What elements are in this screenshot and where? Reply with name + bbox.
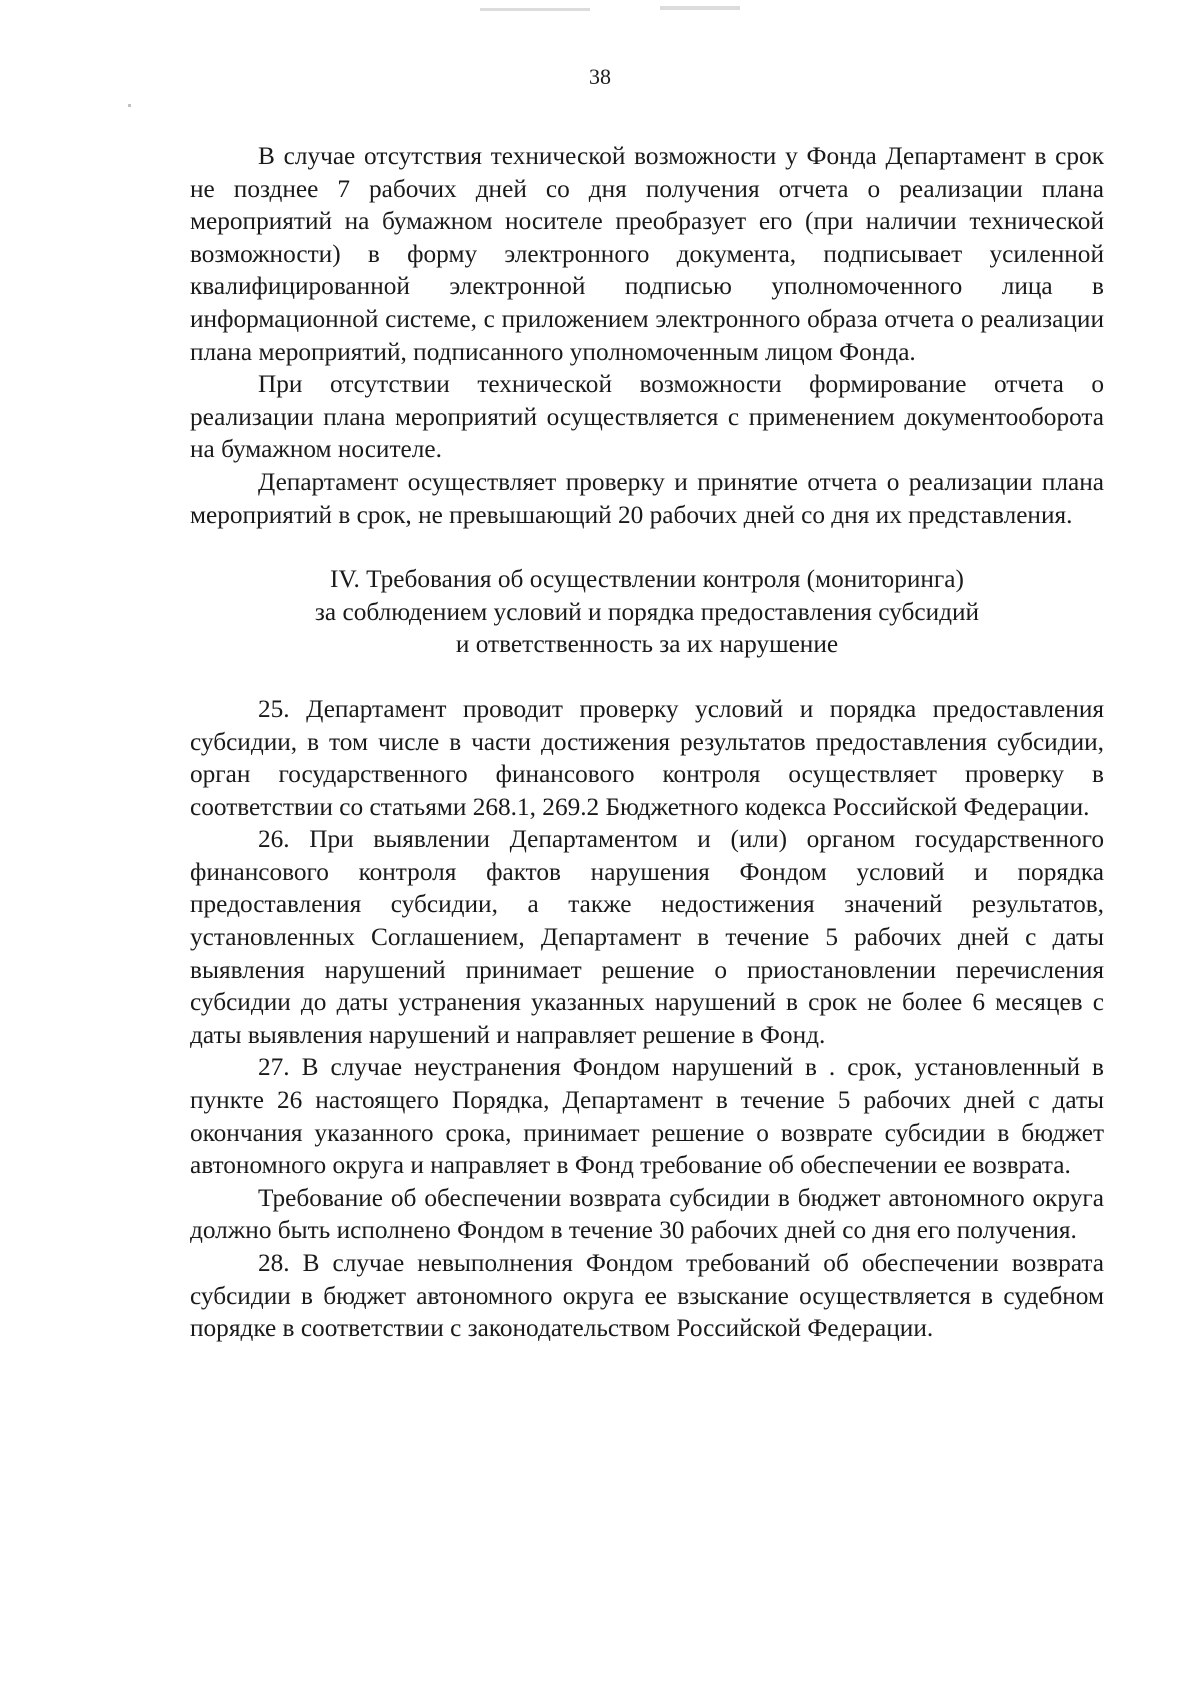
scan-artifact [480, 8, 590, 11]
document-body [190, 140, 1104, 1345]
paragraph-item-26: 26. При выявлении Департаментом и (или) органом государственного финансового контроля фактов нарушения Фондом условий и порядка предоставления субсидии, а также недостижения значений результатов, установленных Соглашением, Департамент в течение 5 рабочих дней с даты выявления нарушений принимает решение о приостановлении перечисления субсидии до даты устранения указанных нарушений в срок не более 6 месяцев с даты выявления нарушений и направляет решение в Фонд. [190, 825, 1104, 1049]
paragraph: В случае отсутствия технической возможности у Фонда Департамент в срок не позднее 7 рабочих дней со дня получения отчета о реализации плана мероприятий на бумажном носителе преобразует его (при наличии технической возможности) в форму электронного документа, подписывает усиленной квалифицированной электронной подписью уполномоченного лица в информационной системе, с приложением электронного образа отчета о реализации плана мероприятий, подписанного уполномоченным лицом Фонда. [190, 142, 1104, 366]
paragraph: Департамент осуществляет проверку и принятие отчета о реализации плана мероприятий в срок, не превышающий 20 рабочих дней со дня их представления. [190, 467, 1104, 529]
paragraph-item-28: 28. В случае невыполнения Фондом требований об обеспечении возврата субсидии в бюджет автономного округа ее взыскание осуществляется в судебном порядке в соответствии с законодательством Российской Федерации. [190, 1249, 1104, 1343]
paragraph: Требование об обеспечении возврата субсидии в бюджет автономного округа должно быть исполнено Фондом в течение 30 рабочих дней со дня его получения. [190, 1183, 1104, 1245]
section-heading-line: за соблюдением условий и порядка предоставления субсидий [314, 597, 980, 626]
section-heading-line: и ответственность за их нарушение [455, 630, 839, 659]
page-number: 38 [589, 64, 611, 89]
scan-artifact [660, 6, 740, 10]
section-heading [190, 563, 1104, 661]
section-heading-line: IV. Требования об осуществлении контроля (мониторинга) [330, 565, 964, 594]
paragraph-item-27: 27. В случае неустранения Фондом нарушений в . срок, установленный в пункте 26 настоящего Порядка, Департамент в течение 5 рабочих дней с даты окончания указанного срока, принимает решение о возврате субсидии в бюджет автономного округа и направляет в Фонд требование об обеспечении ее возврата. [190, 1053, 1104, 1180]
scan-artifact [128, 104, 131, 107]
paragraph-item-25: 25. Департамент проводит проверку условий и порядка предоставления субсидии, в том числе в части достижения результатов предоставления субсидии, орган государственного финансового контроля осуществляет проверку в соответствии со статьями 268.1, 269.2 Бюджетного кодекса Российской Федерации. [190, 694, 1104, 821]
paragraph: При отсутствии технической возможности формирование отчета о реализации плана мероприятий осуществляется с применением документооборота на бумажном носителе. [190, 370, 1104, 464]
